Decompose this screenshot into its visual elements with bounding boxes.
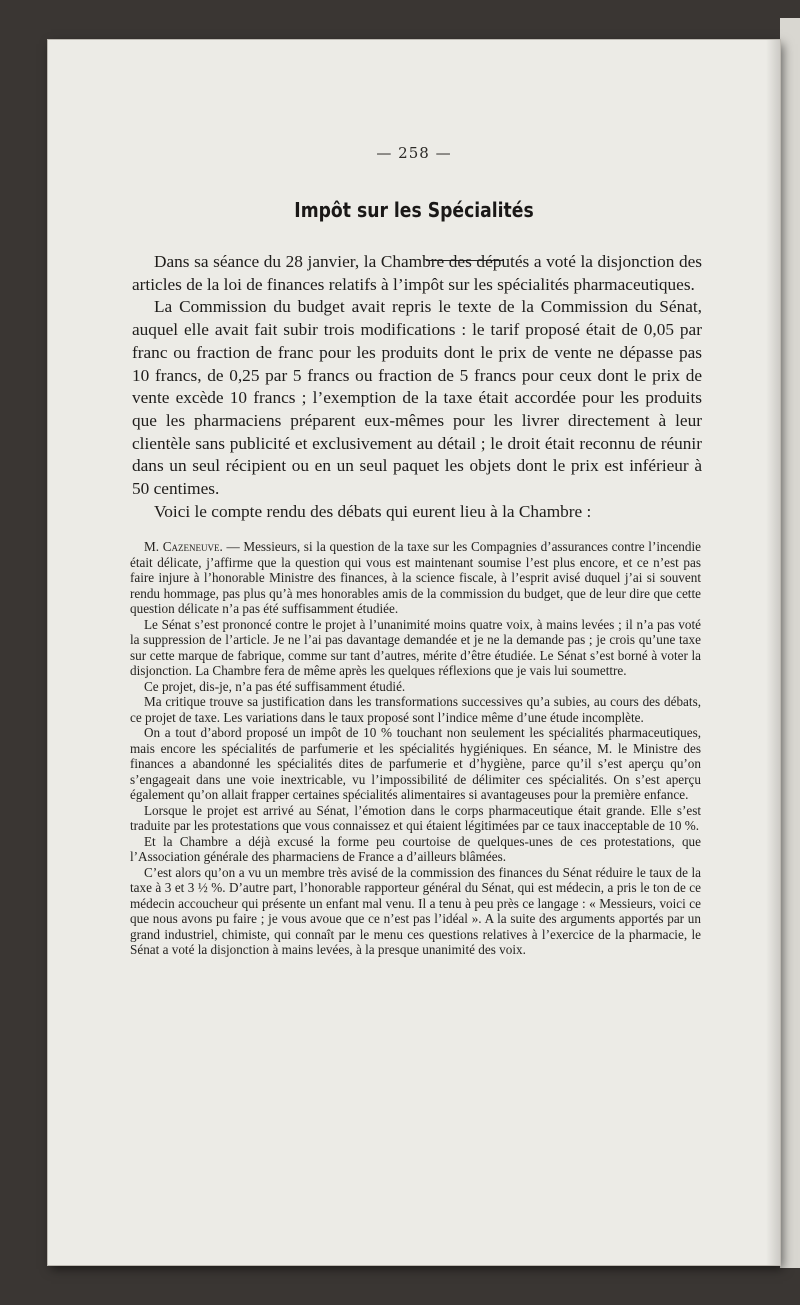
intro-paragraph: Voici le compte rendu des débats qui eurent lieu à la Chambre : — [154, 501, 592, 521]
debate-paragraph: Le Sénat s’est prononcé contre le projet à l’unanimité moins quatre voix, à mains levées ; il n’a pas voté la suppression de l’article. Je ne l’ai pas davantage demandée et je ne la demande pas ; je crois qu’une taxe sur cette marque de fabrique, comme sur tant d’autres, mérite d’être étudiée. Le Sénat s’est borné à voter la disjonction. La Chambre fera de même après les quelques réflexions que je vais lui soumettre. — [130, 616, 701, 678]
speaker-name: M. Cazeneuve. — [144, 539, 223, 554]
speech-text: — Messieurs, si la question de la taxe sur les Compagnies d’assurances contre l’incendie était délicate, j’affirme que la question qui vous est maintenant soumise l’est plus encore, et ce n’est pas faire injure à l’honorable Ministre des finances, à la science fiscale, à l’esprit avisé duquel j’ai si souvent rendu hommage, pas plus qu’à mes honorables amis de la commission du budget, que de leur dire que cette question délicate n’a pas été suffisamment étudiée. — [130, 539, 701, 616]
intro-paragraph: La Commission du budget avait repris le texte de la Commission du Sénat, auquel elle avait fait subir trois modifications : le tarif proposé était de 0,05 par franc ou fraction de franc pour les produits dont le prix de vente ne dépasse pas 10 francs, de 0,25 par 5 francs ou fraction de 5 francs pour ceux dont le prix de vente excède 10 francs ; l’exemption de la taxe était accordée pour les produits que les pharmaciens préparent eux-mêmes pour les livrer directement à leur clientèle sans publicité et exclusivement au détail ; le droit était reconnu de réunir dans un seul récipient ou en un seul paquet les objets dont le prix est inférieur à 50 centimes. — [132, 297, 702, 499]
adjacent-page-edge — [780, 18, 800, 1268]
debate-paragraph: Et la Chambre a déjà excusé la forme peu courtoise de quelques-unes de ces protestations, que l’Association générale des pharmaciens de France a d’ailleurs blâmées. — [130, 833, 701, 864]
debate-paragraph: On a tout d’abord proposé un impôt de 10 % touchant non seulement les spécialités pharmaceutiques, mais encore les spécialités de parfumerie et les spécialités hygiéniques. En séance, M. le Ministre des finances a abandonné les spécialités dites de parfumerie et d’hygiène, parce qu’il s’est aperçu qu’on s’engageait dans une voie inextricable, vu l’impossibilité de délimiter ces spécialités. On s’est aperçu également qu’on allait frapper certaines spécialités alimentaires si avantageuses pour la première enfance. — [130, 725, 701, 802]
intro-section — [132, 251, 702, 523]
debate-paragraph: Ma critique trouve sa justification dans les transformations successives qu’a subies, au cours des débats, ce projet de taxe. Les variations dans le taux proposé sont l’indice même d’une étude incomplète. — [130, 694, 701, 725]
intro-paragraph: Dans sa séance du 28 janvier, la Chambre des députés a voté la disjonction des articles de la loi de finances relatifs à l’impôt sur les spécialités pharmaceutiques. — [132, 252, 702, 294]
page-number: — 258 — — [376, 144, 452, 162]
debate-transcript — [130, 539, 701, 958]
debate-paragraph — [130, 539, 701, 617]
page-title: Impôt sur les Spécialités — [294, 198, 534, 222]
debate-paragraph: Ce projet, dis-je, n’a pas été suffisamment étudié. — [144, 678, 406, 694]
debate-paragraph: Lorsque le projet est arrivé au Sénat, l’émotion dans le corps pharmaceutique était grande. Elle s’est traduite par les protestations que vous connaissez et qui étaient légitimées par ce taux inacceptable de 10 %. — [130, 802, 701, 833]
debate-paragraph: C’est alors qu’on a vu un membre très avisé de la commission des finances du Sénat réduire le taux de la taxe à 3 et 3 ½ %. D’autre part, l’honorable rapporteur général du Sénat, qui est médecin, a pris le ton de ce médecin accoucheur qui présente un enfant mal venu. Il a tenu à peu près ce langage : « Messieurs, voici ce que nous avons pu faire ; je vous avoue que ce n’est pas l’idéal ». A la suite des arguments apportés par un grand industriel, chimiste, qui connaît par le menu ces questions relatives à l’exercice de la pharmacie, le Sénat a voté la disjonction à mains levées, à la presque unanimité des voix. — [130, 864, 701, 957]
